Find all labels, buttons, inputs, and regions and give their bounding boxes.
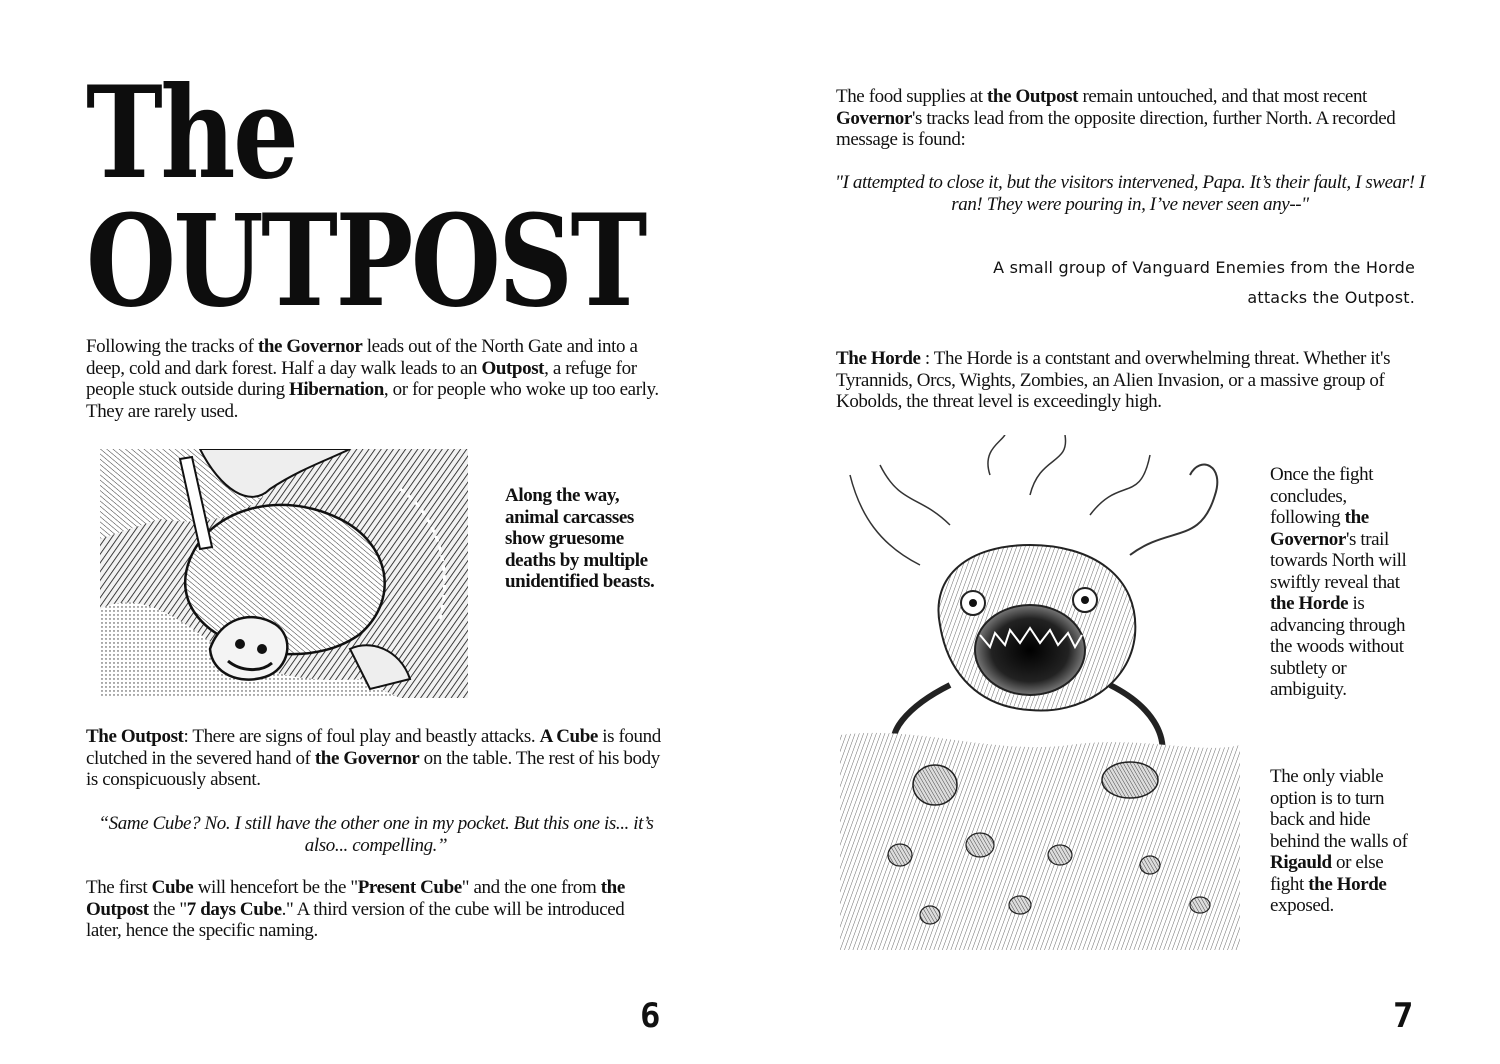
page-number-left: 6 [640,996,661,1036]
text-run: Following the tracks of [86,336,258,357]
side-note-paragraph [505,485,675,593]
bold-term: the Outpost [986,86,1079,107]
text-run: is found clutched in the severed hand of [86,726,661,769]
text-run: the " [148,898,187,920]
food-paragraph [836,86,1396,151]
beast-illustration [100,449,468,698]
page-number-right: 7 [1393,996,1414,1036]
bold-term: the Horde [1308,873,1387,895]
outpost-paragraph [86,726,676,791]
text-run: : There are signs of foul play and beastly attacks. [183,726,540,747]
text-run: , a refuge for people stuck outside during [86,357,637,400]
bold-term: 7 days Cube [186,898,282,920]
horde-paragraph [836,348,1416,413]
right-page [750,0,1500,1064]
text-run: 's tracks lead from the opposite direction, further North. A recorded message is found: [836,107,1396,150]
fight-conclusion-paragraph [1270,464,1420,701]
text-run: remain untouched, and that most recent [1078,86,1367,107]
horde-monster-illustration [840,435,1240,950]
bold-term: the Governor [314,747,420,769]
text-run: on the table. The rest of his body is conspicuously absent. [86,747,660,790]
bold-term: the Governor [1270,507,1369,550]
bold-term: Governor [836,107,912,129]
title-line-the: The [86,59,297,207]
text-run: leads out of the North Gate and into a deep, cold and dark forest. Half a day walk leads to an [86,336,638,379]
text-run: 's trail towards North will swiftly reveal that [1270,528,1407,593]
recorded-message-quote: "I attempted to close it, but the visitors intervened, Papa. It’s their fault, I swear! I ran! They were pouring in, I’ve never seen any--" [835,172,1425,215]
text-run: , or for people who woke up too early. They are rarely used. [86,379,659,422]
text-run: " and the one from [461,877,601,898]
cube-paragraph [86,877,646,942]
bold-term: The Outpost [86,726,184,747]
bold-term: the Horde [1270,593,1349,614]
bold-term: Along the way, animal carcasses show gruesome deaths by multiple unidentified beasts. [505,485,655,592]
bold-term: Hibernation [289,379,384,400]
bold-term: Cube [151,877,194,898]
bold-term: Present Cube [357,877,462,898]
bold-term: Outpost [481,357,545,379]
vanguard-encounter-note [900,253,1415,313]
intro-paragraph [86,336,666,422]
bold-term: Rigauld [1270,852,1332,873]
text-run: will hencefort be the " [193,877,358,898]
text-run: The food supplies at [836,86,987,107]
governor-quote: “Same Cube? No. I still have the other one in my pocket. But this one is... it’s also... compelling.” [98,813,654,856]
title-line-outpost: OUTPOST [86,187,645,335]
text-run: exposed. [1270,895,1334,916]
text-run: ." A third version of the cube will be introduced later, hence the specific naming. [86,898,625,941]
bold-term: the Outpost [86,877,625,920]
vanguard-line-2: attacks the Outpost. [1247,288,1415,307]
bold-term: the Governor [257,336,363,357]
text-run: Once the fight concludes, following [1270,464,1374,528]
text-run: or else fight [1270,852,1384,895]
text-run: The first [86,877,152,898]
vanguard-line-1: A small group of Vanguard Enemies from the Horde [993,258,1415,277]
viable-option-paragraph [1270,766,1420,917]
text-run: The only viable option is to turn back and hide behind the walls of [1270,766,1408,852]
bold-term: The Horde [836,348,921,369]
text-run: : The Horde is a contstant and overwhelming threat. Whether it's Tyrannids, Orcs, Wights, Zombies, an Alien Invasion, or a massive group of Kobolds, the threat level is exceedingly high. [836,348,1391,412]
text-run: is advancing through the woods without subtlety or ambiguity. [1270,593,1406,700]
bold-term: A Cube [539,726,598,747]
